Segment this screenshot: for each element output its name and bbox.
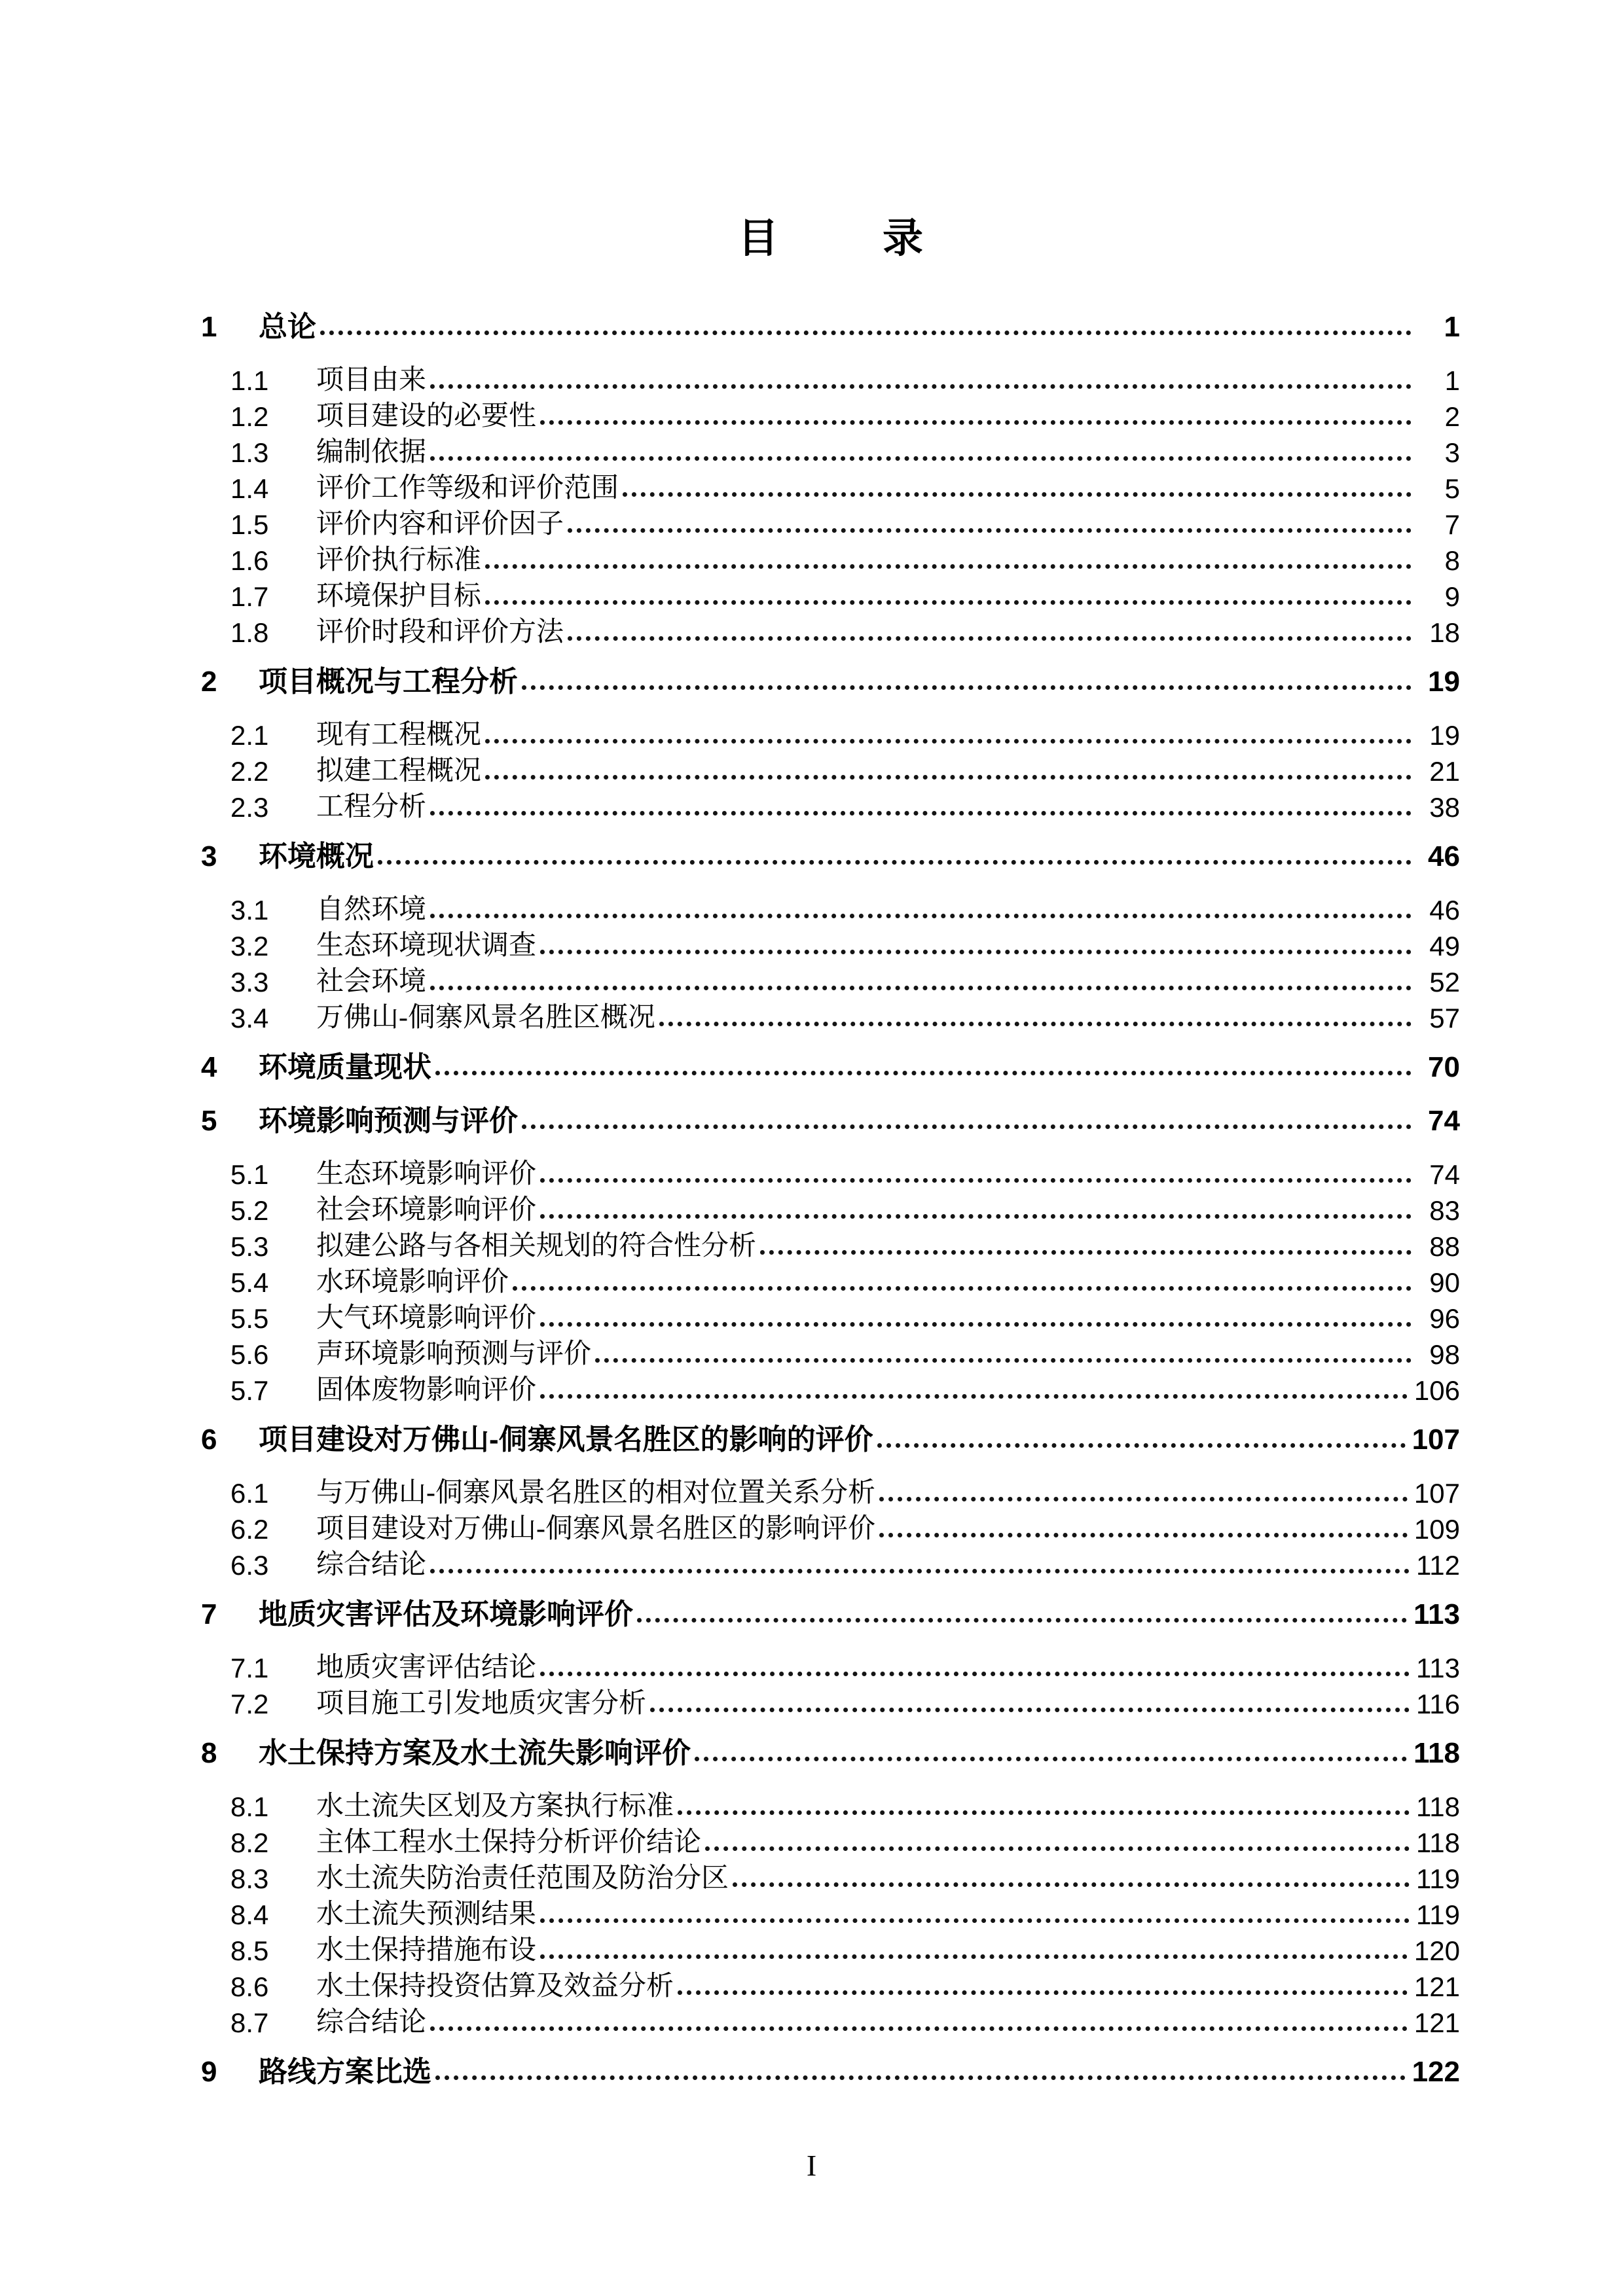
leader-dots <box>513 1286 1412 1291</box>
toc-entry-number: 7.2 <box>230 1689 269 1719</box>
toc-entry-title: 环境概况 <box>259 840 374 872</box>
leader-dots <box>733 1882 1410 1887</box>
page-title: 目 录 <box>737 217 923 261</box>
toc-entry-page: 8 <box>1444 545 1460 576</box>
toc-entry-page: 83 <box>1429 1195 1460 1226</box>
toc-chapter-row <box>201 838 1460 874</box>
toc-entry-number: 8.1 <box>230 1791 269 1822</box>
toc-item-row <box>201 789 1460 825</box>
toc-entry-number: 8.7 <box>230 2007 269 2038</box>
toc-item-row <box>201 892 1460 928</box>
toc-entry-title: 水土保持投资估算及效益分析 <box>316 1971 674 2001</box>
toc-entry-page: 119 <box>1416 1863 1460 1894</box>
toc-entry-page: 109 <box>1413 1514 1460 1545</box>
toc-entry-number: 8.2 <box>230 1827 269 1858</box>
toc-entry-page: 118 <box>1413 1737 1460 1769</box>
toc-entry-page: 3 <box>1444 437 1460 468</box>
toc-entry-page: 1 <box>1444 365 1460 396</box>
toc-item-row <box>201 507 1460 543</box>
leader-dots <box>540 1394 1408 1399</box>
toc-entry-title: 项目由来 <box>316 365 427 395</box>
toc-chapter-row <box>201 2054 1460 2090</box>
toc-chapter-row <box>201 1422 1460 1458</box>
toc-entry-title: 工程分析 <box>316 792 427 822</box>
toc-entry-title: 自然环境 <box>316 895 427 925</box>
toc-entry-title: 项目建设对万佛山-侗寨风景名胜区的影响的评价 <box>259 1424 873 1456</box>
toc-entry-title: 现有工程概况 <box>316 720 482 750</box>
toc-entry-page: 19 <box>1429 720 1460 751</box>
leader-dots <box>485 739 1412 744</box>
toc-entry-number: 3.1 <box>230 895 269 925</box>
toc-entry-page: 118 <box>1416 1791 1460 1822</box>
toc-item-row <box>201 1300 1460 1336</box>
table-of-contents <box>201 309 1460 2090</box>
toc-entry-page: 120 <box>1413 1935 1460 1966</box>
toc-entry-page: 57 <box>1429 1003 1460 1033</box>
toc-entry-number: 5.3 <box>230 1231 269 1262</box>
toc-item-row <box>201 363 1460 399</box>
leader-dots <box>540 1918 1410 1923</box>
toc-chapter-row <box>201 309 1460 345</box>
toc-entry-number: 7.1 <box>230 1653 269 1683</box>
toc-item-row <box>201 1933 1460 1969</box>
leader-dots <box>540 950 1412 954</box>
leader-dots <box>430 986 1412 990</box>
toc-entry-title: 项目建设对万佛山-侗寨风景名胜区的影响评价 <box>316 1514 875 1544</box>
leader-dots <box>435 1071 1412 1075</box>
toc-item-row <box>201 1511 1460 1547</box>
leader-dots <box>879 1497 1408 1501</box>
leader-dots <box>595 1358 1412 1363</box>
toc-item-row <box>201 615 1460 651</box>
toc-entry-title: 评价工作等级和评价范围 <box>316 473 619 503</box>
toc-entry-number: 1.4 <box>230 473 269 504</box>
toc-entry-title: 与万佛山-侗寨风景名胜区的相对位置关系分析 <box>316 1478 875 1508</box>
toc-entry-title: 水土流失预测结果 <box>316 1899 537 1929</box>
toc-entry-page: 9 <box>1444 581 1460 612</box>
toc-entry-number: 8.6 <box>230 1971 269 2002</box>
toc-entry-number: 7 <box>201 1598 217 1630</box>
leader-dots <box>540 420 1412 425</box>
leader-dots <box>659 1022 1412 1026</box>
toc-entry-page: 21 <box>1429 756 1460 787</box>
toc-entry-title: 地质灾害评估及环境影响评价 <box>259 1598 633 1630</box>
leader-dots <box>623 492 1412 497</box>
toc-entry-number: 8.5 <box>230 1935 269 1966</box>
toc-entry-title: 评价内容和评价因子 <box>316 509 564 539</box>
toc-entry-number: 1.7 <box>230 581 269 612</box>
toc-item-row <box>201 1650 1460 1686</box>
toc-chapter-row <box>201 1049 1460 1085</box>
toc-entry-number: 5.7 <box>230 1375 269 1406</box>
toc-entry-title: 项目建设的必要性 <box>316 401 537 431</box>
toc-entry-number: 1.5 <box>230 509 269 540</box>
toc-entry-number: 8.4 <box>230 1899 269 1930</box>
toc-entry-number: 3.3 <box>230 967 269 997</box>
toc-item-row <box>201 1789 1460 1825</box>
toc-item-row <box>201 1547 1460 1583</box>
toc-entry-title: 水土保持措施布设 <box>316 1935 537 1965</box>
leader-dots <box>430 2026 1408 2031</box>
toc-item-row <box>201 1336 1460 1372</box>
toc-entry-number: 5.6 <box>230 1339 269 1370</box>
toc-entry-title: 项目施工引发地质灾害分析 <box>316 1689 647 1719</box>
leader-dots <box>320 331 1412 335</box>
toc-item-row <box>201 1229 1460 1265</box>
toc-item-row <box>201 1475 1460 1511</box>
toc-entry-number: 2.3 <box>230 792 269 823</box>
toc-entry-title: 大气环境影响评价 <box>316 1303 537 1333</box>
toc-entry-title: 综合结论 <box>316 1550 427 1580</box>
toc-entry-page: 2 <box>1444 401 1460 432</box>
toc-entry-page: 122 <box>1412 2056 1460 2088</box>
toc-entry-page: 118 <box>1416 1827 1460 1858</box>
leader-dots <box>485 600 1412 605</box>
leader-dots <box>485 564 1412 569</box>
leader-dots <box>430 456 1412 461</box>
toc-entry-number: 5.5 <box>230 1303 269 1334</box>
toc-chapter-row <box>201 664 1460 700</box>
toc-entry-page: 98 <box>1429 1339 1460 1370</box>
toc-entry-number: 8.3 <box>230 1863 269 1894</box>
toc-item-row <box>201 1861 1460 1897</box>
leader-dots <box>877 1443 1406 1448</box>
leader-dots <box>678 1990 1408 1995</box>
leader-dots <box>430 384 1412 389</box>
toc-entry-title: 社会环境影响评价 <box>316 1195 537 1225</box>
leader-dots <box>435 2075 1406 2080</box>
leader-dots <box>540 1672 1410 1676</box>
toc-item-row <box>201 1372 1460 1408</box>
toc-item-row <box>201 928 1460 964</box>
leader-dots <box>568 528 1412 533</box>
leader-dots <box>650 1708 1410 1712</box>
toc-item-row <box>201 1000 1460 1036</box>
toc-entry-number: 5.1 <box>230 1159 269 1190</box>
toc-item-row <box>201 1897 1460 1933</box>
toc-entry-title: 主体工程水土保持分析评价结论 <box>316 1827 702 1857</box>
toc-item-row <box>201 1193 1460 1229</box>
leader-dots <box>568 636 1412 641</box>
toc-item-row <box>201 1686 1460 1722</box>
toc-entry-page: 119 <box>1416 1899 1460 1930</box>
leader-dots <box>705 1846 1410 1851</box>
footer-page-number: I <box>806 2149 817 2182</box>
leader-dots <box>522 685 1412 690</box>
toc-entry-page: 70 <box>1428 1051 1460 1083</box>
toc-entry-title: 总论 <box>259 311 316 343</box>
toc-entry-title: 万佛山-侗寨风景名胜区概况 <box>316 1003 655 1033</box>
leader-dots <box>540 1178 1412 1183</box>
toc-item-row <box>201 1969 1460 2005</box>
toc-entry-number: 5.2 <box>230 1195 269 1226</box>
toc-entry-title: 生态环境现状调查 <box>316 931 537 961</box>
toc-item-row <box>201 471 1460 507</box>
toc-entry-title: 声环境影响预测与评价 <box>316 1339 592 1369</box>
toc-entry-page: 5 <box>1444 473 1460 504</box>
toc-entry-title: 综合结论 <box>316 2007 427 2037</box>
leader-dots <box>540 1214 1412 1219</box>
toc-item-row <box>201 1265 1460 1300</box>
toc-entry-number: 2 <box>201 666 217 698</box>
toc-entry-page: 116 <box>1416 1689 1460 1719</box>
toc-item-row <box>201 399 1460 435</box>
toc-entry-number: 1.2 <box>230 401 269 432</box>
toc-item-row <box>201 717 1460 753</box>
toc-entry-title: 水土保持方案及水土流失影响评价 <box>259 1737 691 1769</box>
toc-entry-page: 18 <box>1429 617 1460 648</box>
toc-entry-title: 环境质量现状 <box>259 1051 431 1083</box>
toc-entry-page: 19 <box>1428 666 1460 698</box>
toc-entry-title: 拟建工程概况 <box>316 756 482 786</box>
toc-item-row <box>201 2005 1460 2041</box>
leader-dots <box>540 1322 1412 1327</box>
leader-dots <box>695 1757 1407 1761</box>
toc-entry-number: 4 <box>201 1051 217 1083</box>
toc-entry-page: 74 <box>1429 1159 1460 1190</box>
leader-dots <box>430 914 1412 918</box>
toc-entry-number: 3 <box>201 840 217 872</box>
leader-dots <box>678 1810 1410 1815</box>
toc-entry-title: 社会环境 <box>316 967 427 997</box>
toc-entry-number: 9 <box>201 2056 217 2088</box>
toc-item-row <box>201 543 1460 579</box>
leader-dots <box>485 775 1412 780</box>
toc-item-row <box>201 1825 1460 1861</box>
toc-entry-page: 121 <box>1413 2007 1460 2038</box>
toc-entry-title: 水土流失区划及方案执行标准 <box>316 1791 674 1821</box>
toc-entry-page: 74 <box>1428 1105 1460 1137</box>
toc-entry-page: 107 <box>1413 1478 1460 1509</box>
toc-entry-page: 7 <box>1444 509 1460 540</box>
toc-item-row <box>201 435 1460 471</box>
toc-entry-page: 49 <box>1429 931 1460 961</box>
toc-entry-number: 6.1 <box>230 1478 269 1509</box>
leader-dots <box>540 1954 1408 1959</box>
toc-entry-page: 46 <box>1428 840 1460 872</box>
leader-dots <box>378 860 1412 865</box>
toc-entry-number: 1 <box>201 311 217 343</box>
toc-entry-title: 拟建公路与各相关规划的符合性分析 <box>316 1231 757 1261</box>
toc-entry-number: 6.3 <box>230 1550 269 1581</box>
toc-entry-title: 路线方案比选 <box>259 2056 431 2088</box>
toc-entry-number: 3.4 <box>230 1003 269 1033</box>
leader-dots <box>760 1250 1412 1255</box>
toc-item-row <box>201 579 1460 615</box>
toc-entry-title: 地质灾害评估结论 <box>316 1653 537 1683</box>
leader-dots <box>637 1618 1407 1623</box>
toc-entry-title: 生态环境影响评价 <box>316 1159 537 1189</box>
toc-entry-page: 113 <box>1413 1598 1460 1630</box>
toc-entry-page: 107 <box>1412 1424 1460 1456</box>
toc-entry-page: 121 <box>1413 1971 1460 2002</box>
toc-entry-page: 52 <box>1429 967 1460 997</box>
toc-entry-page: 38 <box>1429 792 1460 823</box>
toc-entry-title: 编制依据 <box>316 437 427 467</box>
toc-item-row <box>201 964 1460 1000</box>
toc-entry-title: 环境影响预测与评价 <box>259 1105 518 1137</box>
toc-entry-number: 2.2 <box>230 756 269 787</box>
toc-entry-page: 96 <box>1429 1303 1460 1334</box>
toc-entry-number: 1.6 <box>230 545 269 576</box>
toc-entry-number: 1.1 <box>230 365 269 396</box>
toc-item-row <box>201 753 1460 789</box>
toc-entry-number: 1.8 <box>230 617 269 648</box>
leader-dots <box>430 811 1412 816</box>
toc-entry-title: 项目概况与工程分析 <box>259 666 518 698</box>
toc-entry-number: 2.1 <box>230 720 269 751</box>
toc-chapter-row <box>201 1103 1460 1139</box>
toc-entry-title: 固体废物影响评价 <box>316 1375 537 1405</box>
toc-entry-title: 评价时段和评价方法 <box>316 617 564 647</box>
toc-entry-title: 水土流失防治责任范围及防治分区 <box>316 1863 729 1893</box>
toc-entry-title: 环境保护目标 <box>316 581 482 611</box>
toc-chapter-row <box>201 1596 1460 1632</box>
toc-entry-number: 6 <box>201 1424 217 1456</box>
toc-entry-page: 112 <box>1416 1550 1460 1581</box>
toc-entry-title: 评价执行标准 <box>316 545 482 575</box>
toc-chapter-row <box>201 1735 1460 1771</box>
toc-entry-number: 5.4 <box>230 1267 269 1298</box>
toc-entry-title: 水环境影响评价 <box>316 1267 509 1297</box>
toc-entry-page: 88 <box>1429 1231 1460 1262</box>
toc-entry-number: 1.3 <box>230 437 269 468</box>
toc-entry-number: 3.2 <box>230 931 269 961</box>
toc-entry-page: 113 <box>1416 1653 1460 1683</box>
toc-item-row <box>201 1157 1460 1193</box>
toc-entry-page: 46 <box>1429 895 1460 925</box>
toc-entry-number: 5 <box>201 1105 217 1137</box>
leader-dots <box>879 1533 1408 1537</box>
leader-dots <box>522 1124 1412 1129</box>
leader-dots <box>430 1569 1410 1573</box>
toc-entry-page: 106 <box>1413 1375 1460 1406</box>
toc-entry-number: 6.2 <box>230 1514 269 1545</box>
toc-entry-page: 1 <box>1444 311 1460 343</box>
toc-entry-page: 90 <box>1429 1267 1460 1298</box>
toc-entry-number: 8 <box>201 1737 217 1769</box>
